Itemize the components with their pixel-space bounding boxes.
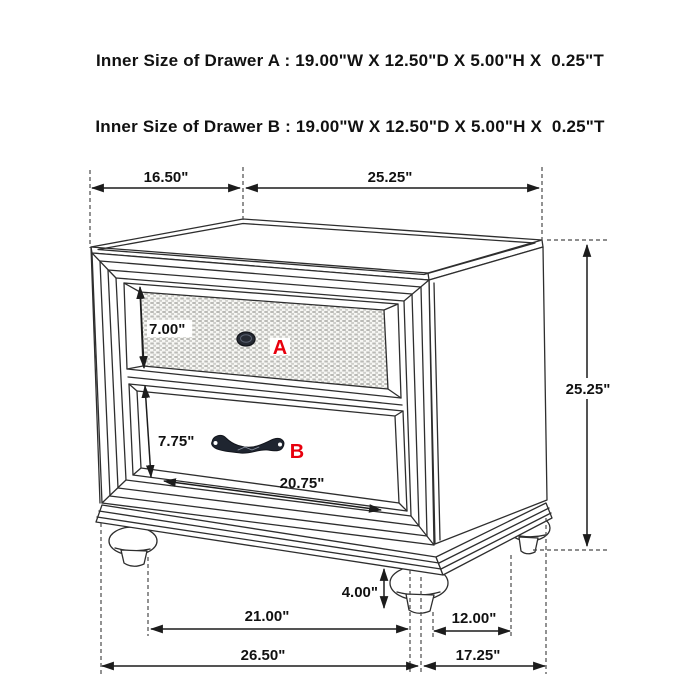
dim-overall-width: 26.50"	[240, 647, 286, 664]
dim-foot-height: 4.00"	[341, 584, 378, 601]
dim-top-left-width: 16.50"	[143, 169, 189, 186]
furniture-drawing	[91, 219, 552, 613]
header-line-1: Inner Size of Drawer A : 19.00"W X 12.50"D X 5.00"H X 0.25"T	[95, 51, 605, 70]
dim-side-feet-span: 12.00"	[451, 610, 497, 627]
dim-drawer-b-height: 7.75"	[158, 433, 195, 450]
dim-overall-height: 25.25"	[565, 381, 611, 398]
drawer-b-label: B	[289, 441, 305, 463]
dim-front-feet-span: 21.00"	[244, 608, 290, 625]
dim-top-depth: 25.25"	[367, 169, 413, 186]
dim-drawer-a-height: 7.00"	[149, 321, 186, 338]
header-line-2: Inner Size of Drawer B : 19.00"W X 12.50"D X 5.00"H X 0.25"T	[95, 117, 605, 136]
drawer-a-knob	[237, 332, 255, 346]
drawer-a-label: A	[272, 337, 288, 359]
front-left-foot	[109, 527, 157, 566]
cabinet-side-panel	[429, 247, 547, 544]
dim-drawer-b-width: 20.75"	[279, 475, 325, 492]
dim-overall-depth: 17.25"	[455, 647, 501, 664]
